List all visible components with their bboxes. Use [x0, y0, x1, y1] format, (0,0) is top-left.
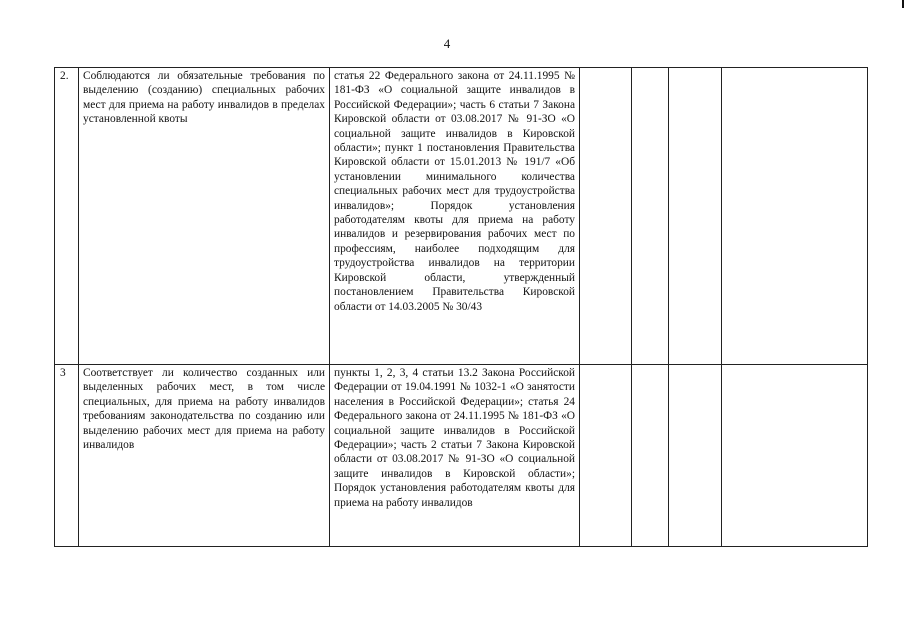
question-cell: Соответствует ли количество созданных или выделенных рабочих мест, в том числе специальных, для приема на работу инвалидов требованиям законодательства по созданию или выделению рабочих мест для приема на работу инвалидов [79, 365, 330, 547]
answer-yes-cell [580, 365, 632, 547]
answer-na-cell [669, 68, 722, 365]
answer-yes-cell [580, 68, 632, 365]
table-row [55, 365, 868, 547]
note-cell [722, 68, 868, 365]
page-number: 4 [443, 36, 451, 51]
note-cell [722, 365, 868, 547]
answer-na-cell [669, 365, 722, 547]
page-corner-mark [902, 0, 904, 8]
legal-basis-cell: статья 22 Федерального закона от 24.11.1995 № 181-ФЗ «О социальной защите инвалидов в Российской Федерации»; часть 6 статьи 7 Закона Кировской области от 03.08.2017 № 91-ЗО «О социальной защите инвалидов в Кировской области»; пункт 1 постановления Правительства Кировской области от 15.01.2013 № 191/7 «Об установлении минимального количества специальных рабочих мест для трудоустройства инвалидов»; Порядок установления работодателям квоты для приема на работу инвалидов и резервирования рабочих мест по профессиям, наиболее подходящим для трудоустройства инвалидов на территории Кировской области, утвержденный постановлением Правительства Кировской области от 14.03.2005 № 30/43 [330, 68, 580, 365]
row-number: 2. [55, 68, 79, 365]
answer-no-cell [632, 68, 669, 365]
row-number: 3 [55, 365, 79, 547]
table-row [55, 68, 868, 365]
legal-basis-cell: пункты 1, 2, 3, 4 статьи 13.2 Закона Российской Федерации от 19.04.1991 № 1032-1 «О занятости населения в Российской Федерации»; статья 24 Федерального закона от 24.11.1995 № 181-ФЗ «О социальной защите инвалидов в Российской Федерации»; часть 2 статьи 7 Закона Кировской области от 03.08.2017 № 91-ЗО «О социальной защите инвалидов в Кировской области»; Порядок установления работодателям квоты для приема на работу инвалидов [330, 365, 580, 547]
question-cell: Соблюдаются ли обязательные требования по выделению (созданию) специальных рабочих мест для приема на работу инвалидов в пределах установленной квоты [79, 68, 330, 365]
answer-no-cell [632, 365, 669, 547]
checklist-table [54, 67, 868, 547]
